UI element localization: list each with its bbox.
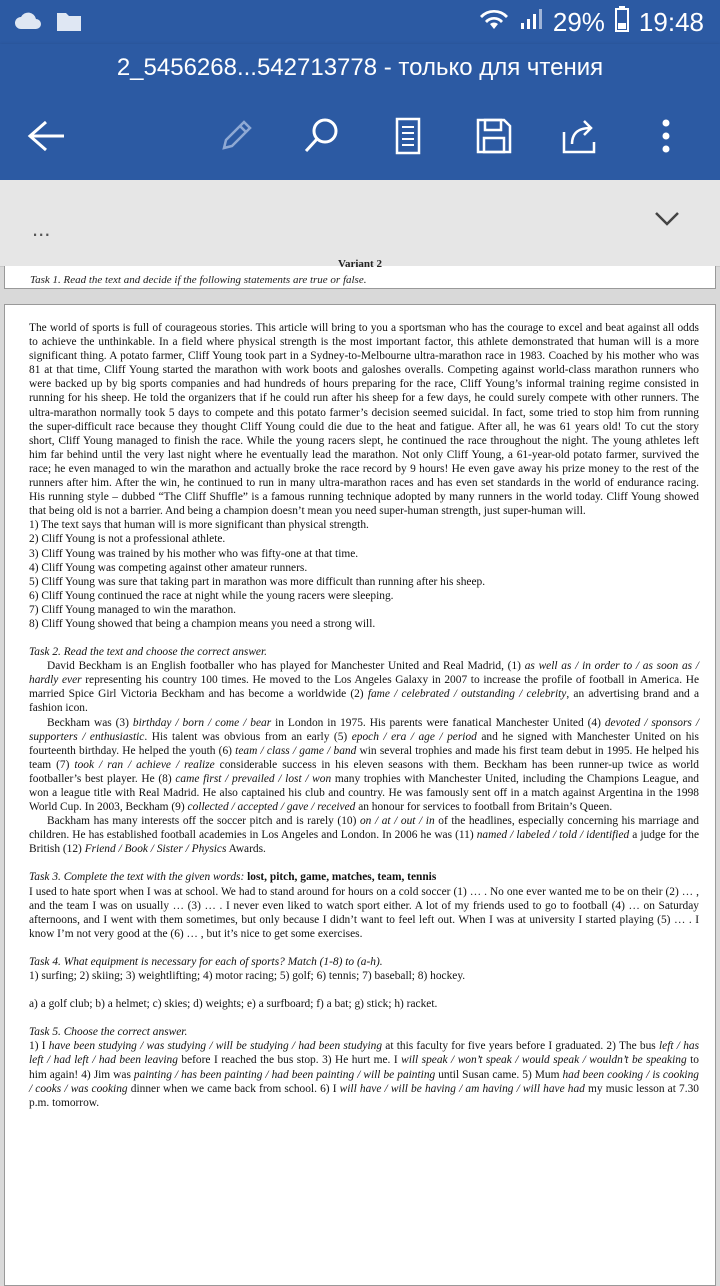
expand-ribbon-button[interactable]	[654, 210, 680, 233]
statement-4: 4) Cliff Young was competing against other amateur runners.	[29, 561, 308, 574]
back-button[interactable]	[18, 110, 74, 166]
status-bar	[0, 0, 720, 44]
task2-title: Task 2. Read the text and choose the correct answer.	[29, 646, 267, 659]
signal-icon	[519, 7, 543, 38]
statement-5: 5) Cliff Young was sure that taking part in marathon was more difficult than running after his sheep.	[29, 575, 486, 588]
share-icon	[560, 118, 600, 159]
ribbon-more-button[interactable]: ...	[32, 216, 51, 241]
cloud-icon	[14, 11, 42, 36]
variant-heading: Variant 2	[338, 258, 382, 270]
search-icon	[303, 117, 341, 160]
statement-1: 1) The text says that human will is more significant than physical strength.	[29, 519, 369, 532]
statement-2: 2) Cliff Young is not a professional athlete.	[29, 533, 226, 546]
task4-title: Task 4. What equipment is necessary for each of sports? Match (1-8) to (a-h).	[29, 955, 383, 968]
statement-7: 7) Cliff Young managed to win the marathon.	[29, 603, 237, 616]
save-button[interactable]	[466, 110, 522, 166]
back-arrow-icon	[26, 120, 66, 157]
reading-view-button[interactable]	[380, 110, 436, 166]
folder-icon	[56, 10, 82, 37]
statement-3: 3) Cliff Young was trained by his mother who was fifty-one at that time.	[29, 547, 359, 560]
task2-paragraph-1: David Beckham is an English footballer who has played for Manchester United and Real Madrid, (1) as well as / in order to / as soon as / hardly ever representing his country 100 times. He moved to the Los Angeles Galaxy in 2007 to increase the profile of football in America. He married Spice Girl Victoria Beckham and has become a worldwide (2) fame / celebrated / outstanding / celebrity, an advertising brand and a fashion icon.	[29, 660, 700, 715]
edit-button[interactable]	[208, 110, 264, 166]
document-view-icon	[395, 117, 421, 160]
toolbar	[0, 98, 720, 174]
pencil-icon	[218, 118, 254, 159]
task5-title: Task 5. Choose the correct answer.	[29, 1026, 188, 1039]
task1-title: Task 1. Read the text and decide if the following statements are true or false.	[30, 274, 367, 286]
task4-equipment: a) a golf club; b) a helmet; c) skies; d) weights; e) a surfboard; f) a bat; g) stick; h) racket.	[29, 998, 438, 1011]
ribbon-bar	[0, 180, 720, 267]
more-options-button[interactable]	[638, 110, 694, 166]
task3-title: Task 3. Complete the text with the given words: lost, pitch, game, matches, team, tennis	[29, 871, 437, 884]
search-button[interactable]	[294, 110, 350, 166]
task2-paragraph-2: Beckham was (3) birthday / born / come / bear in London in 1975. His parents were fanatical Manchester United (4) devoted / sponsors / supporters / enthusiastic. His talent was obvious from an early (5) epoch / era / age / period and he signed with Manchester United on his fourteenth birthday. He helped the youth (6) team / class / game / band win several trophies and made his first team debut in 1995. He helped his team (7) took / ran / achieve / realize considerable success in his eleven seasons with them. Beckham has been runner-up twice as world footballer’s best player. He (8) came first / prevailed / lost / won many trophies with Manchester United, including the Champions League, and won a league title with Real Madrid. He also captained his club and country. He was famously sent off in a match against Argentina in the 1998 World Cup. In 2003, Beckham (9) collected / accepted / gave / received an honour for services to football from Britain’s Queen.	[29, 716, 700, 814]
task1-text: The world of sports is full of courageous stories. This article will bring to you a sportsman who has the courage to excel and beat against all odds to achieve the unthinkable. In a field where physical strength is the most important factor, this athlete demonstrated that human will is a more significant thing. A potato farmer, Cliff Young took part in a Sydney-to-Melbourne ultra-marathon race in 1983. Coached by his mother who was 81 at that time, Cliff Young started the marathon with work boots and galoshes overalls. Competing against world-class marathon runners who were backed up by big sports companies and had hundreds of hours preparing for the race, Cliff Young’s informal training regime consisted in running for his sheep. He told the organizers that if he could run after his sheep for a few days, he could surely compete with other runners. The ultra-marathon normally took 5 days to compete and this potato farmer’s decision seemed suicidal. In fact, some tried to stop him from running the super-difficult race because they thought Cliff Young could die due to the heat and fatigue. After all, he was 61 years old! To cut the story short, Cliff Young managed to finish the race. While the young racers slept, he continued the race throughout the night. The young athletes left him far behind until the very last night where he eventually lead the marathon. Not only Cliff Young, a 61-year-old potato farmer, survived the race; he even managed to win the marathon and actually broke the race record by 9 hours! He even gave away his prize money to the rest of the runners after him. After the win, he continued to run in many ultra-marathon races and has even set standards in the world of endurance racing. His running style – dubbed “The Cliff Shuffle” is a famous running technique adopted by many runners in the world today. Cliff Young showed that being old is not a barrier. And being a champion doesn’t mean you need super-human strength, just super-human will.	[29, 322, 699, 518]
battery-percent: 29%	[552, 7, 605, 37]
statement-8: 8) Cliff Young showed that being a champion means you need a strong will.	[29, 617, 376, 630]
task2-paragraph-3: Backham has many interests off the soccer pitch and is rarely (10) on / at / out / in of the headlines, especially concerning his marriage and children. He has established football academies in Los Angeles and London. In 2006 he was (11) named / labeled / told / identified a judge for the British (12) Friend / Book / Sister / Physics Awards.	[29, 815, 700, 856]
clock: 19:48	[638, 7, 704, 37]
task5-text: 1) I have been studying / was studying / will be studying / had been studying at this faculty for five years before I graduated. 2) The bus left / has left / had left / had been leaving before I reached the bus stop. 3) He hurt me. I will speak / won’t speak / would speak / wouldn’t be speaking to him again! 4) Jim was painting / has been painting / had been painting / will be painting until Susan came. 5) Mum had been cooking / is cooking / cooks / was cooking dinner when we came back from school. 6) I will have / will be having / am having / will have had my music lesson at 7.30 p.m. tomorrow.	[29, 1040, 700, 1109]
document-page-2	[4, 304, 716, 1286]
app-bar	[0, 44, 720, 180]
document-content	[29, 321, 699, 1110]
statement-6: 6) Cliff Young continued the race at night while the young racers were sleeping.	[29, 589, 394, 602]
document-title: 2_5456268...542713778 - только для чтения	[116, 54, 604, 81]
chevron-down-icon	[654, 215, 680, 232]
share-button[interactable]	[552, 110, 608, 166]
task4-sports: 1) surfing; 2) skiing; 3) weightlifting; 4) motor racing; 5) golf; 6) tennis; 7) baseball; 8) hockey.	[29, 970, 466, 983]
document-page-1	[4, 258, 716, 289]
wifi-icon	[479, 7, 509, 38]
task3-text: I used to hate sport when I was at school. We had to stand around for hours on a cold soccer (1) … . No one ever wanted me to be on their (2) … , and the team I was on usually … (3) … . I never even liked to watch sport either. A lot of my friends used to go to football (4) … on Saturday afternoons, and I went with them sometimes, but only because I didn’t want to feel left out. When I was at university I started playing (5) … . I know I’m not very good at the (6) … , but it’s nice to get some exercises.	[29, 885, 699, 940]
battery-icon	[615, 6, 629, 39]
more-vertical-icon	[661, 118, 671, 159]
save-icon	[476, 118, 512, 159]
